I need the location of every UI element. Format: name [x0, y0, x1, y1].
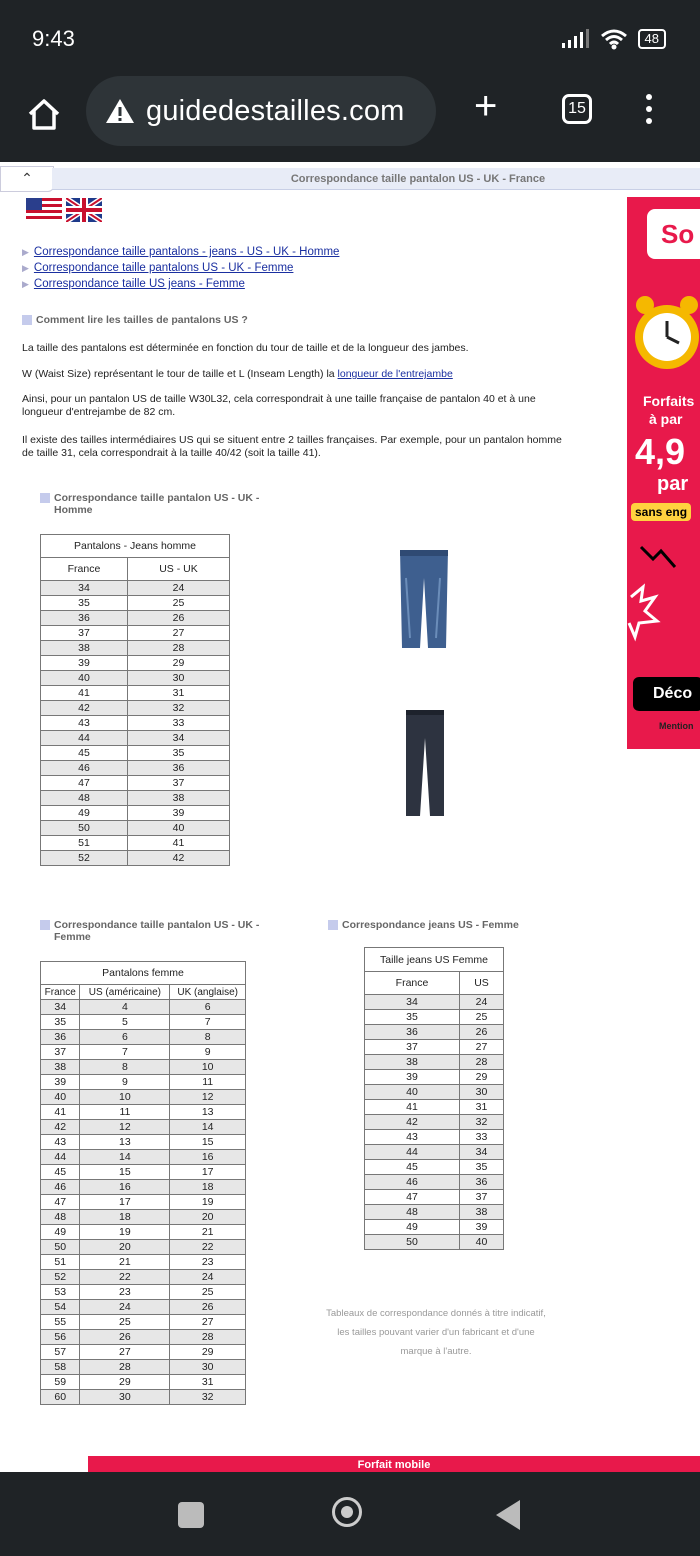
table-cell: 27	[170, 1315, 246, 1330]
table-row	[365, 1025, 504, 1040]
table-cell: 44	[365, 1145, 460, 1160]
table-row	[41, 686, 230, 701]
table-row	[365, 1220, 504, 1235]
table-cell: 35	[365, 1010, 460, 1025]
table-row	[41, 1345, 246, 1360]
table-cell: 19	[170, 1195, 246, 1210]
table-cell: 6	[170, 1000, 246, 1015]
table-cell: 41	[127, 836, 229, 851]
warning-icon[interactable]	[104, 97, 136, 125]
paragraph-4: Il existe des tailles intermédiaires US qui se situent entre 2 tailles françaises. Par exemple, pour un pantalon homme de taille 31, cela correspondrait à la taille 40/42 (soit la taille 41).	[22, 434, 562, 459]
table-row	[41, 1165, 246, 1180]
table-row	[365, 1235, 504, 1250]
table-cell: 38	[365, 1055, 460, 1070]
jeans-col-us: US	[460, 972, 504, 995]
table-row	[41, 1360, 246, 1375]
ad-cta-button[interactable]: Déco	[633, 677, 700, 711]
table-row	[41, 1135, 246, 1150]
trousers-image	[402, 708, 448, 820]
table-cell: 34	[41, 1000, 80, 1015]
table-cell: 40	[41, 671, 128, 686]
signal-icon	[560, 29, 590, 49]
table-row	[41, 1375, 246, 1390]
table-cell: 15	[170, 1135, 246, 1150]
men-size-table	[40, 534, 230, 866]
table-row	[41, 1015, 246, 1030]
table-cell: 9	[80, 1075, 170, 1090]
table-cell: 28	[460, 1055, 504, 1070]
menu-icon[interactable]	[646, 94, 654, 130]
table-cell: 37	[460, 1190, 504, 1205]
table-cell: 10	[80, 1090, 170, 1105]
system-nav-bar	[0, 1472, 700, 1556]
us-flag-icon[interactable]	[26, 198, 62, 222]
table-cell: 8	[80, 1060, 170, 1075]
table-row	[41, 1255, 246, 1270]
table-row	[41, 1060, 246, 1075]
ad-mentions[interactable]: Mention	[659, 721, 694, 731]
table-cell: 26	[127, 611, 229, 626]
ad-logo: So	[647, 209, 700, 259]
table-cell: 29	[460, 1070, 504, 1085]
web-page	[0, 162, 700, 1472]
table-row	[41, 1330, 246, 1345]
table-cell: 39	[460, 1220, 504, 1235]
table-cell: 37	[41, 626, 128, 641]
inseam-link[interactable]: longueur de l'entrejambe	[337, 368, 453, 380]
table-row	[41, 1225, 246, 1240]
table-cell: 39	[41, 656, 128, 671]
table-row	[41, 731, 230, 746]
table-row	[41, 1105, 246, 1120]
battery-indicator: 48	[638, 29, 666, 49]
jeans-col-france: France	[365, 972, 460, 995]
table-cell: 16	[170, 1150, 246, 1165]
table-cell: 45	[365, 1160, 460, 1175]
table-cell: 38	[41, 641, 128, 656]
table-cell: 30	[80, 1390, 170, 1405]
bottom-advertisement[interactable]: Forfait mobile	[88, 1456, 700, 1472]
table-cell: 11	[80, 1105, 170, 1120]
table-row	[41, 1210, 246, 1225]
table-cell: 33	[460, 1130, 504, 1145]
table-cell: 39	[365, 1070, 460, 1085]
table-cell: 39	[127, 806, 229, 821]
table-cell: 42	[41, 701, 128, 716]
table-cell: 27	[127, 626, 229, 641]
collapse-button[interactable]: ⌃	[0, 166, 54, 192]
table-cell: 48	[365, 1205, 460, 1220]
table-row	[41, 641, 230, 656]
table-row	[41, 746, 230, 761]
table-row	[365, 1130, 504, 1145]
new-tab-button[interactable]: +	[474, 84, 498, 128]
table-row	[41, 1390, 246, 1405]
table-cell: 45	[41, 1165, 80, 1180]
table-row	[41, 1315, 246, 1330]
table-cell: 37	[41, 1045, 80, 1060]
table-cell: 40	[460, 1235, 504, 1250]
ad-text-2: à par	[649, 411, 683, 427]
table-cell: 52	[41, 851, 128, 866]
back-button[interactable]	[496, 1500, 520, 1530]
table-cell: 44	[41, 731, 128, 746]
table-cell: 49	[365, 1220, 460, 1235]
table-row	[365, 1190, 504, 1205]
table-cell: 31	[127, 686, 229, 701]
table-row	[365, 1100, 504, 1115]
table-cell: 13	[170, 1105, 246, 1120]
table-cell: 44	[41, 1150, 80, 1165]
url-bar[interactable]	[86, 76, 436, 146]
page-title: Correspondance taille pantalon US - UK - France	[52, 168, 700, 190]
table-cell: 46	[365, 1175, 460, 1190]
table-cell: 55	[41, 1315, 80, 1330]
table-cell: 43	[365, 1130, 460, 1145]
table-row	[41, 656, 230, 671]
table-row	[41, 596, 230, 611]
table-cell: 14	[170, 1120, 246, 1135]
arrow-icon: ▶	[22, 278, 29, 289]
table-cell: 25	[170, 1285, 246, 1300]
ad-per: par	[657, 473, 689, 495]
table-row	[41, 1075, 246, 1090]
status-time: 9:43	[32, 26, 75, 51]
table-cell: 13	[80, 1135, 170, 1150]
table-row	[41, 1285, 246, 1300]
table-row	[365, 1010, 504, 1025]
table-row	[365, 1205, 504, 1220]
table-row	[41, 1180, 246, 1195]
table-cell: 40	[365, 1085, 460, 1100]
link-women-jeans[interactable]: Correspondance taille US jeans - Femme	[33, 278, 245, 290]
women-col-us: US (américaine)	[80, 985, 170, 1000]
table-row	[41, 851, 230, 866]
table-cell: 41	[41, 1105, 80, 1120]
how-to-heading: Comment lire les tailles de pantalons US ?	[22, 314, 248, 326]
table-row	[365, 1055, 504, 1070]
table-cell: 33	[127, 716, 229, 731]
table-row	[41, 611, 230, 626]
table-cell: 48	[41, 791, 128, 806]
women-jeans-heading: Correspondance jeans US - Femme	[328, 919, 519, 931]
table-cell: 12	[80, 1120, 170, 1135]
table-cell: 42	[127, 851, 229, 866]
table-cell: 27	[80, 1345, 170, 1360]
paragraph-2: W (Waist Size) représentant le tour de taille et L (Inseam Length) la longueur de l'entrejambe	[22, 368, 453, 380]
table-cell: 8	[170, 1030, 246, 1045]
women-table-caption: Pantalons femme	[41, 962, 246, 985]
table-cell: 42	[41, 1120, 80, 1135]
women-size-table	[40, 961, 246, 1405]
table-cell: 19	[80, 1225, 170, 1240]
table-cell: 29	[127, 656, 229, 671]
alarm-clock-icon	[627, 287, 700, 387]
table-row	[41, 1240, 246, 1255]
table-row	[365, 1145, 504, 1160]
table-cell: 36	[127, 761, 229, 776]
table-cell: 50	[41, 1240, 80, 1255]
table-cell: 15	[80, 1165, 170, 1180]
table-cell: 34	[41, 581, 128, 596]
table-cell: 11	[170, 1075, 246, 1090]
disclaimer-note: Tableaux de correspondance donnés à titre indicatif, les tailles pouvant varier d'un fabricant et d'une marque à l'autre.	[326, 1308, 546, 1357]
link-men-sizes[interactable]: Correspondance taille pantalons - jeans - US - UK - Homme	[33, 246, 340, 258]
table-cell: 10	[170, 1060, 246, 1075]
table-row	[41, 836, 230, 851]
table-cell: 46	[41, 761, 128, 776]
table-cell: 28	[170, 1330, 246, 1345]
table-cell: 24	[460, 995, 504, 1010]
home-icon[interactable]	[24, 94, 64, 134]
arrow-icon: ▶	[22, 246, 29, 257]
table-cell: 26	[80, 1330, 170, 1345]
table-cell: 53	[41, 1285, 80, 1300]
table-cell: 24	[80, 1300, 170, 1315]
table-cell: 46	[41, 1180, 80, 1195]
table-row	[41, 581, 230, 596]
table-cell: 60	[41, 1390, 80, 1405]
table-row	[41, 671, 230, 686]
table-cell: 41	[365, 1100, 460, 1115]
table-cell: 25	[80, 1315, 170, 1330]
table-row	[41, 1195, 246, 1210]
table-cell: 12	[170, 1090, 246, 1105]
men-table-caption: Pantalons - Jeans homme	[41, 535, 230, 558]
table-cell: 22	[170, 1240, 246, 1255]
table-row	[365, 1160, 504, 1175]
jeans-table-caption: Taille jeans US Femme	[365, 948, 504, 972]
table-cell: 35	[127, 746, 229, 761]
table-cell: 56	[41, 1330, 80, 1345]
browser-toolbar	[0, 80, 700, 162]
table-cell: 35	[41, 1015, 80, 1030]
table-cell: 32	[460, 1115, 504, 1130]
table-cell: 52	[41, 1270, 80, 1285]
table-row	[41, 701, 230, 716]
table-cell: 28	[80, 1360, 170, 1375]
table-cell: 36	[41, 1030, 80, 1045]
table-cell: 36	[365, 1025, 460, 1040]
table-cell: 30	[170, 1360, 246, 1375]
table-cell: 40	[127, 821, 229, 836]
jeans-image	[396, 548, 452, 652]
table-cell: 48	[41, 1210, 80, 1225]
table-cell: 17	[80, 1195, 170, 1210]
table-cell: 47	[41, 1195, 80, 1210]
table-cell: 36	[460, 1175, 504, 1190]
paragraph-1: La taille des pantalons est déterminée en fonction du tour de taille et de la longueur des jambes.	[22, 342, 469, 354]
related-links	[22, 246, 339, 294]
table-cell: 21	[170, 1225, 246, 1240]
table-cell: 20	[170, 1210, 246, 1225]
table-cell: 17	[170, 1165, 246, 1180]
table-row	[41, 1120, 246, 1135]
table-cell: 57	[41, 1345, 80, 1360]
table-cell: 21	[80, 1255, 170, 1270]
url-text[interactable]: guidedestailles.com	[146, 94, 405, 127]
table-cell: 35	[41, 596, 128, 611]
women-table-heading: Correspondance taille pantalon US - UK - Femme	[40, 919, 290, 943]
ad-price: 4,9	[635, 431, 686, 472]
ad-decoration	[627, 537, 700, 657]
table-cell: 22	[80, 1270, 170, 1285]
table-cell: 4	[80, 1000, 170, 1015]
table-cell: 5	[80, 1015, 170, 1030]
table-cell: 23	[80, 1285, 170, 1300]
table-cell: 39	[41, 1075, 80, 1090]
table-cell: 59	[41, 1375, 80, 1390]
table-cell: 25	[127, 596, 229, 611]
table-cell: 29	[80, 1375, 170, 1390]
table-row	[41, 1000, 246, 1015]
paragraph-3: Ainsi, pour un pantalon US de taille W30L32, cela correspondrait à une taille française de pantalon 40 et à une longueur d'entrejambe de 82 cm.	[22, 393, 536, 418]
table-cell: 37	[365, 1040, 460, 1055]
table-cell: 29	[170, 1345, 246, 1360]
table-row	[41, 1300, 246, 1315]
table-cell: 18	[80, 1210, 170, 1225]
men-col-france: France	[41, 558, 128, 581]
table-cell: 38	[460, 1205, 504, 1220]
ad-badge: sans eng	[631, 503, 691, 521]
table-row	[365, 1175, 504, 1190]
table-cell: 32	[170, 1390, 246, 1405]
table-row	[365, 1070, 504, 1085]
table-cell: 37	[127, 776, 229, 791]
table-cell: 24	[127, 581, 229, 596]
table-cell: 36	[41, 611, 128, 626]
table-row	[41, 806, 230, 821]
table-row	[365, 1040, 504, 1055]
table-cell: 26	[170, 1300, 246, 1315]
table-cell: 26	[460, 1025, 504, 1040]
ad-text-1: Forfaits	[643, 393, 695, 409]
side-advertisement[interactable]	[627, 197, 700, 749]
table-cell: 58	[41, 1360, 80, 1375]
table-row	[41, 716, 230, 731]
table-cell: 51	[41, 1255, 80, 1270]
table-cell: 6	[80, 1030, 170, 1045]
table-cell: 24	[170, 1270, 246, 1285]
status-icons	[560, 28, 666, 50]
table-cell: 34	[127, 731, 229, 746]
recents-button[interactable]	[178, 1502, 204, 1528]
table-cell: 7	[170, 1015, 246, 1030]
table-cell: 49	[41, 806, 128, 821]
table-cell: 23	[170, 1255, 246, 1270]
table-cell: 7	[80, 1045, 170, 1060]
arrow-icon: ▶	[22, 262, 29, 273]
link-women-sizes[interactable]: Correspondance taille pantalons US - UK - Femme	[33, 262, 294, 274]
table-row	[41, 776, 230, 791]
table-cell: 9	[170, 1045, 246, 1060]
table-row	[41, 1150, 246, 1165]
table-cell: 34	[460, 1145, 504, 1160]
status-bar	[0, 0, 700, 80]
table-cell: 30	[127, 671, 229, 686]
table-cell: 38	[41, 1060, 80, 1075]
women-jeans-table	[364, 947, 504, 1250]
table-row	[365, 1085, 504, 1100]
table-cell: 18	[170, 1180, 246, 1195]
table-cell: 45	[41, 746, 128, 761]
table-cell: 31	[170, 1375, 246, 1390]
table-cell: 50	[41, 821, 128, 836]
table-cell: 42	[365, 1115, 460, 1130]
table-cell: 47	[41, 776, 128, 791]
table-row	[365, 995, 504, 1010]
table-row	[41, 761, 230, 776]
table-cell: 47	[365, 1190, 460, 1205]
table-cell: 30	[460, 1085, 504, 1100]
table-cell: 20	[80, 1240, 170, 1255]
table-cell: 40	[41, 1090, 80, 1105]
table-cell: 14	[80, 1150, 170, 1165]
home-nav-button[interactable]	[332, 1497, 362, 1527]
men-col-usuk: US - UK	[127, 558, 229, 581]
tab-switcher-button[interactable]: 15	[562, 94, 592, 124]
table-cell: 51	[41, 836, 128, 851]
women-col-france: France	[41, 985, 80, 1000]
table-cell: 16	[80, 1180, 170, 1195]
table-row	[41, 1270, 246, 1285]
table-row	[365, 1115, 504, 1130]
table-cell: 25	[460, 1010, 504, 1025]
table-cell: 49	[41, 1225, 80, 1240]
table-cell: 38	[127, 791, 229, 806]
table-row	[41, 1030, 246, 1045]
table-cell: 54	[41, 1300, 80, 1315]
table-row	[41, 626, 230, 641]
table-row	[41, 1045, 246, 1060]
table-cell: 27	[460, 1040, 504, 1055]
table-cell: 31	[460, 1100, 504, 1115]
table-row	[41, 1090, 246, 1105]
table-cell: 32	[127, 701, 229, 716]
women-col-uk: UK (anglaise)	[170, 985, 246, 1000]
table-row	[41, 791, 230, 806]
table-cell: 34	[365, 995, 460, 1010]
language-flags	[26, 198, 102, 222]
table-cell: 41	[41, 686, 128, 701]
table-cell: 28	[127, 641, 229, 656]
wifi-icon	[600, 28, 628, 50]
table-cell: 50	[365, 1235, 460, 1250]
men-table-heading: Correspondance taille pantalon US - UK - Homme	[40, 492, 280, 516]
table-row	[41, 821, 230, 836]
table-cell: 43	[41, 1135, 80, 1150]
table-cell: 43	[41, 716, 128, 731]
uk-flag-icon[interactable]	[66, 198, 102, 222]
table-cell: 35	[460, 1160, 504, 1175]
